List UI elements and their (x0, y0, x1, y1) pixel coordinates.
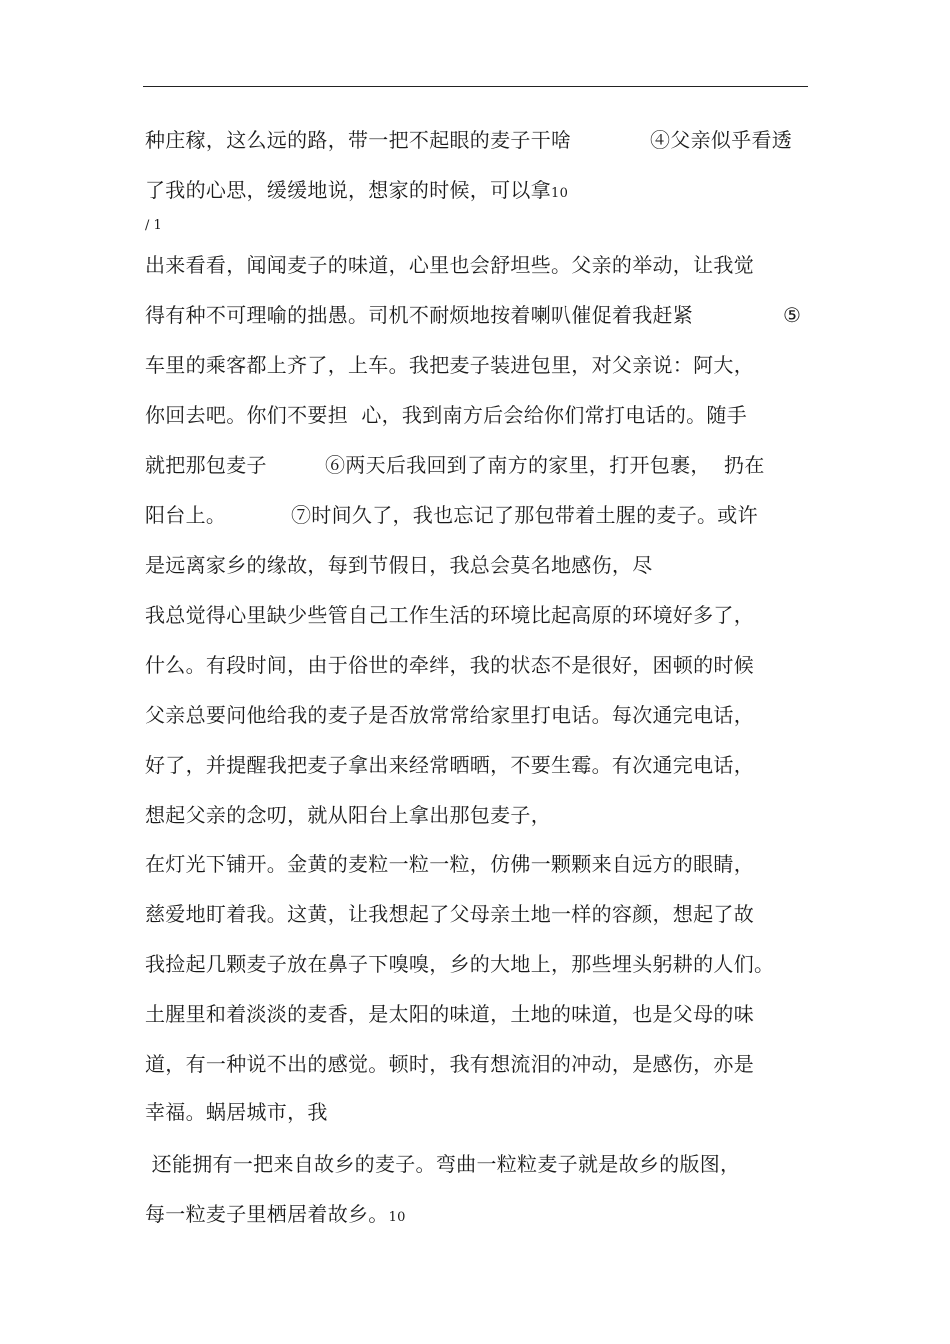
text-line-20: 幸福。蜗居城市，我 (145, 1100, 328, 1124)
text-line-6: 你回去吧。你们不要担 心，我到南方后会给你们常打电话的。随手 (145, 403, 748, 427)
page-marker: / 1 (145, 218, 162, 233)
text-line-13: 好了，并提醒我把麦子拿出来经常晒晒，不要生霉。有次通完电话， (145, 753, 754, 777)
page-number: 10 (388, 1210, 406, 1225)
text-line-12: 父亲总要问他给我的麦子是否放常常给家里打电话。每次通完电话， (145, 703, 754, 727)
text-line-16: 慈爱地盯着我。这黄，让我想起了父母亲土地一样的容颜，想起了故 (145, 902, 754, 926)
text-line-9: 是远离家乡的缘故，每到节假日，我总会莫名地感伤，尽 (145, 553, 653, 577)
text-line-19: 道，有一种说不出的感觉。顿时，我有想流泪的冲动，是感伤，亦是 (145, 1052, 754, 1076)
text-line-17: 我捡起几颗麦子放在鼻子下嗅嗅，乡的大地上，那些埋头躬耕的人们。 (145, 952, 775, 976)
text-line-22: 每一粒麦子里栖居着故乡。10 (145, 1202, 406, 1226)
header-rule (143, 86, 808, 87)
text-line-3: 出来看看，闻闻麦子的味道，心里也会舒坦些。父亲的举动，让我觉 (145, 253, 754, 277)
text-line-11: 什么。有段时间，由于俗世的牵绊，我的状态不是很好，困顿的时候 (145, 653, 754, 677)
page-number: 10 (551, 186, 569, 201)
text-line-4: 得有种不可理喻的拙愚。司机不耐烦地按着喇叭催促着我赶紧 ⑤ (145, 303, 802, 327)
text-line-7: 就把那包麦子 ⑥两天后我回到了南方的家里，打开包裹， 扔在 (145, 453, 765, 477)
text-line-1: 种庄稼，这么远的路，带一把不起眼的麦子干啥 ④父亲似乎看透 (145, 128, 793, 152)
text-line-10: 我总觉得心里缺少些管自己工作生活的环境比起高原的环境好多了， (145, 603, 754, 627)
text-line-8: 阳台上。 ⑦时间久了，我也忘记了那包带着土腥的麦子。或许 (145, 503, 758, 527)
text-line-18: 土腥里和着淡淡的麦香，是太阳的味道，土地的味道，也是父母的味 (145, 1002, 754, 1026)
text-line-14: 想起父亲的念叨，就从阳台上拿出那包麦子， (145, 803, 551, 827)
text-line-5: 车里的乘客都上齐了，上车。我把麦子装进包里，对父亲说：阿大， (145, 353, 754, 377)
text-line-2: 了我的心思，缓缓地说，想家的时候，可以拿10 (145, 178, 569, 202)
text-line-21: 还能拥有一把来自故乡的麦子。弯曲一粒粒麦子就是故乡的版图， (145, 1152, 741, 1176)
text-line-15: 在灯光下铺开。金黄的麦粒一粒一粒，仿佛一颗颗来自远方的眼睛， (145, 852, 754, 876)
